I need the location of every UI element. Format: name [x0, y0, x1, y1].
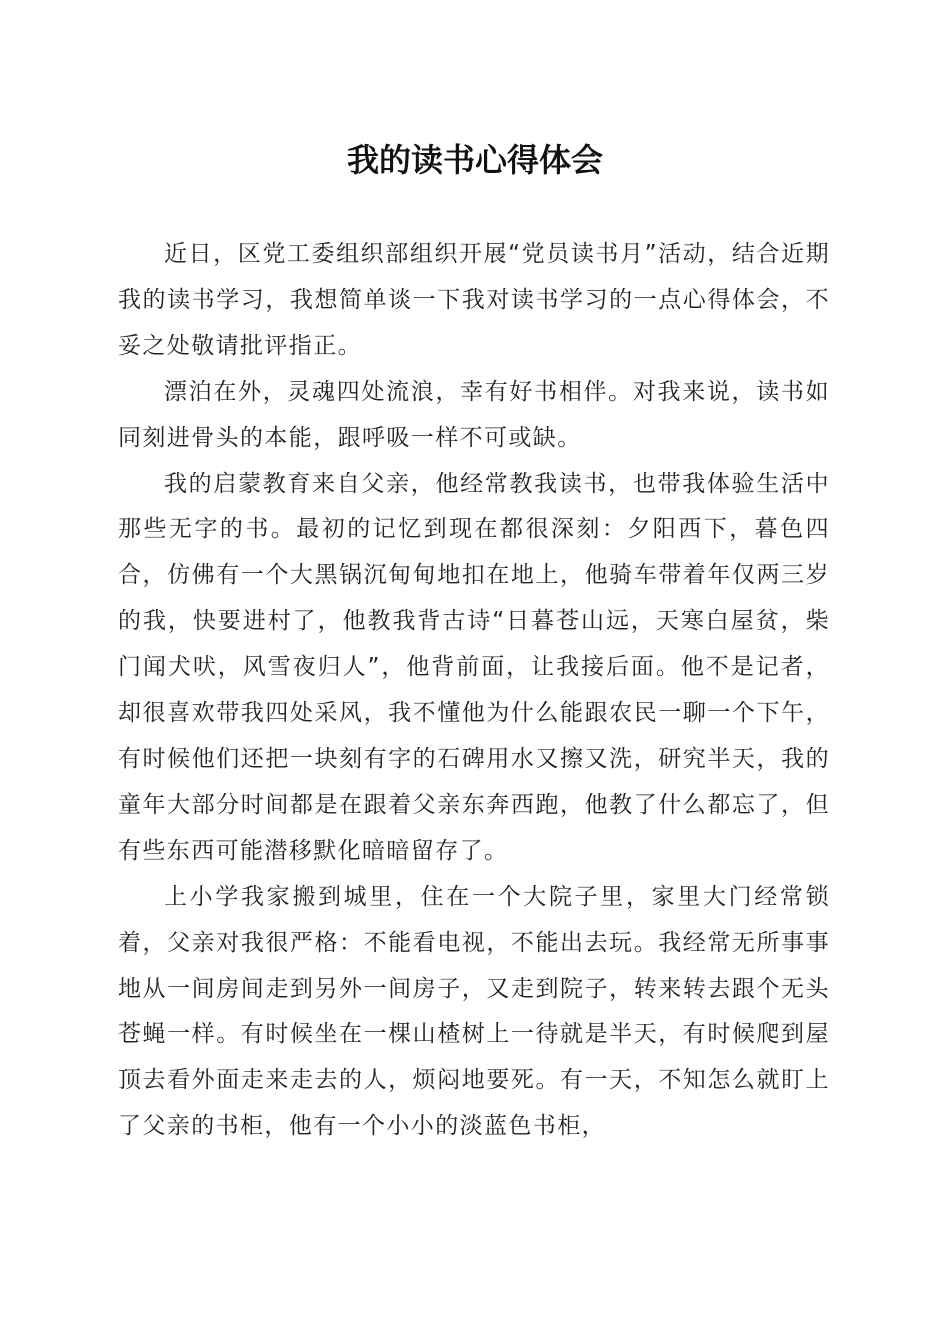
paragraph: 上小学我家搬到城里，住在一个大院子里，家里大门经常锁着，父亲对我很严格：不能看电视，不能出去玩。我经常无所事事地从一间房间走到另外一间房子，又走到院子，转来转去跟个无头苍蝇一样。有时候坐在一棵山楂树上一待就是半天，有时候爬到屋顶去看外面走来走去的人，烦闷地要死。有一天，不知怎么就盯上了父亲的书柜，他有一个小小的淡蓝色书柜， — [118, 883, 830, 1140]
document-body — [118, 232, 830, 1150]
paragraph: 我的启蒙教育来自父亲，他经常教我读书，也带我体验生活中那些无字的书。最初的记忆到现在都很深刻：夕阳西下，暮色四合，仿佛有一个大黑锅沉甸甸地扣在地上，他骑车带着年仅两三岁的我，快要进村了，他教我背古诗“日暮苍山远，天寒白屋贫，柴门闻犬吠，风雪夜归人”，他背前面，让我接后面。他不是记者，却很喜欢带我四处采风，我不懂他为什么能跟农民一聊一个下午，有时候他们还把一块刻有字的石碑用水又擦又洗，研究半天，我的童年大部分时间都是在跟着父亲东奔西跑，他教了什么都忘了，但有些东西可能潜移默化暗暗留存了。 — [118, 470, 830, 864]
paragraph: 漂泊在外，灵魂四处流浪，幸有好书相伴。对我来说，读书如同刻进骨头的本能，跟呼吸一样不可或缺。 — [118, 378, 830, 451]
document-title: 我的读书心得体会 — [346, 141, 603, 179]
paragraph: 近日，区党工委组织部组织开展“党员读书月”活动，结合近期我的读书学习，我想简单谈一下我对读书学习的一点心得体会，不妥之处敬请批评指正。 — [118, 241, 830, 359]
